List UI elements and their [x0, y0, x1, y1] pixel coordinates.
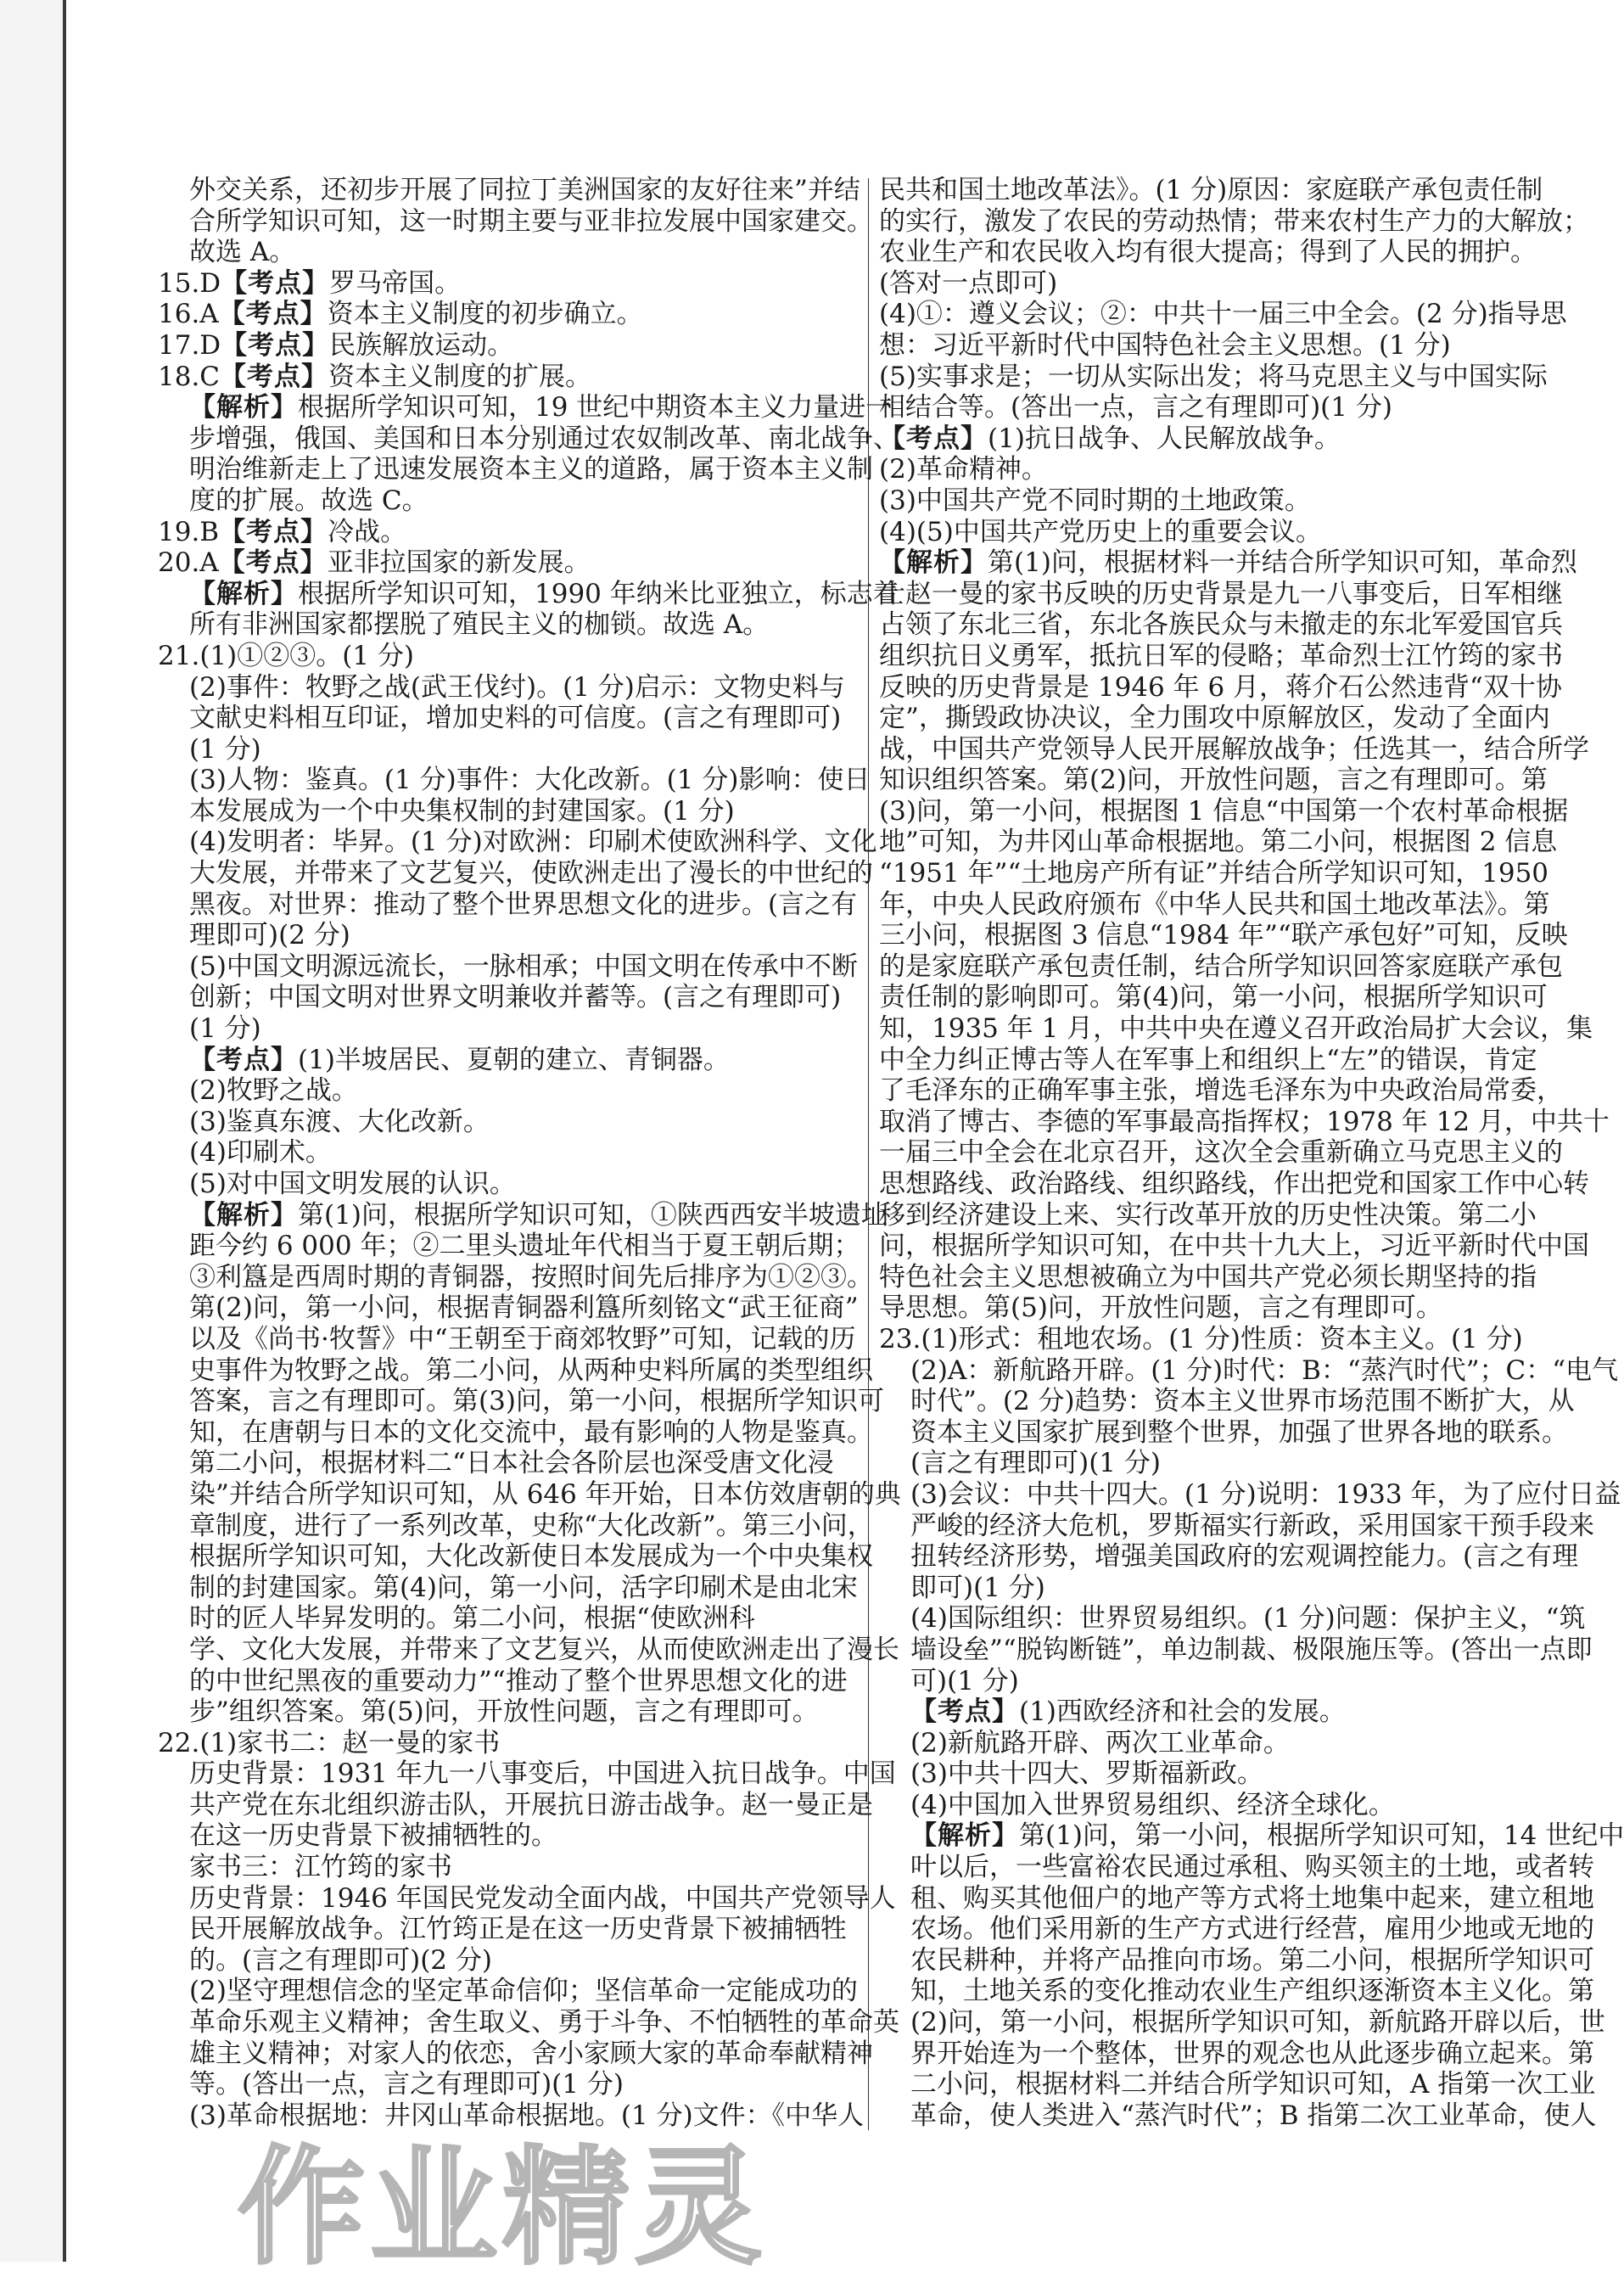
line-text: 占领了东北三省，东北各族民众与未撤走的东北军爱国官兵	[879, 609, 1563, 641]
text-line	[158, 1510, 874, 1542]
line-text: 制的封建国家。第(4)问，第一小问，活字印刷术是由北宋	[189, 1572, 858, 1603]
line-text: 第(2)问，第一小问，根据青铜器利簋所刻铭文“武王征商”	[189, 1293, 859, 1324]
text-line	[879, 237, 1537, 268]
text-line	[879, 889, 1550, 921]
line-text: 的。(言之有理即可)(2 分)	[189, 1944, 492, 1976]
text-line	[879, 1882, 1594, 1915]
line-text: 时代”。(2 分)趋势：资本主义世界市场范围不断扩大，从	[910, 1386, 1575, 1417]
text-line	[879, 485, 1532, 517]
text-line	[158, 578, 899, 610]
text-line	[879, 1696, 1532, 1728]
question-number: 15.D	[158, 267, 221, 299]
line-text: 故选 A。	[189, 237, 296, 268]
line-text: 步增强，俄国、美国和日本分别通过农奴制改革、南北战争、	[189, 423, 899, 454]
line-text: (4)印刷术。	[189, 1137, 332, 1169]
line-text: 反映的历史背景是 1946 年 6 月，蒋介石公然违背“双十协	[879, 671, 1562, 703]
line-text: 一届三中全会在北京召开，这次全会重新确立马克思主义的	[879, 1137, 1563, 1169]
line-text: 历史背景：1946 年国民党发动全面内战，中国共产党领导人	[189, 1882, 896, 1914]
text-line	[879, 578, 1563, 610]
line-text: 罗马帝国。	[329, 267, 462, 299]
line-text: 根据所学知识可知，19 世纪中期资本主义力量进一	[298, 392, 893, 423]
text-line	[879, 1386, 1575, 1417]
line-text: 资本主义制度的扩展。	[328, 361, 592, 392]
text-line	[879, 1324, 1532, 1355]
text-line	[158, 1696, 819, 1728]
line-text: (4)国际组织：世界贸易组织。(1 分)问题：保护主义，“筑	[910, 1603, 1586, 1635]
line-text: (4)(5)中国共产党历史上的重要会议。	[879, 516, 1322, 547]
line-text: 思想路线、政治路线、组织路线，作出把党和国家工作中心转	[879, 1169, 1589, 1199]
line-text: (1)家书二：赵一曼的家书	[199, 1727, 501, 1758]
text-line	[158, 1075, 816, 1107]
line-text: 黑夜。对世界：推动了整个世界思想文化的进步。(言之有	[189, 889, 858, 920]
text-line	[879, 640, 1563, 672]
line-text: 取消了博古、李德的军事最高指挥权；1978 年 12 月，中共十	[879, 1106, 1610, 1137]
line-text: (2)新航路开辟、两次工业革命。	[910, 1727, 1290, 1758]
line-text: 导思想。第(5)问，开放性问题，言之有理即可。	[879, 1293, 1442, 1324]
text-line	[158, 1976, 858, 2007]
text-line	[879, 703, 1550, 734]
text-line	[879, 454, 1532, 485]
line-text: (1 分)	[189, 733, 261, 765]
line-text: 知，土地关系的变化推动农业生产组织逐渐资本主义化。第	[910, 1976, 1594, 2007]
line-text: 民共和国土地改革法》。(1 分)原因：家庭联产承包责任制	[879, 175, 1543, 205]
text-line	[879, 1199, 1537, 1231]
line-text: 民族解放运动。	[329, 329, 514, 361]
line-text: (答对一点即可)	[879, 267, 1058, 299]
line-text: 资本主义国家扩展到整个世界，加强了世界各地的联系。	[910, 1416, 1568, 1448]
text-line	[158, 1478, 901, 1511]
line-text: (2)革命精神。	[879, 454, 1048, 485]
section-tag: 【解析】	[189, 578, 298, 609]
line-text: 史事件为牧野之战。第二小问，从两种史料所属的类型组织	[189, 1354, 873, 1386]
text-line	[158, 1416, 873, 1449]
line-text: 组织抗日义勇军，抵抗日军的侵略；革命烈士江竹筠的家书	[879, 640, 1563, 671]
text-line	[879, 547, 1577, 579]
text-line	[158, 796, 816, 827]
question-number: 18.C	[158, 361, 221, 392]
text-line	[158, 1137, 816, 1169]
text-line	[158, 1448, 834, 1479]
line-text: (4)①：遵义会议；②：中共十一届三中全会。(2 分)指导思	[879, 299, 1567, 330]
text-line	[158, 982, 842, 1013]
line-text: 二小问，根据材料二并结合所学知识可知，A 指第一次工业	[910, 2069, 1596, 2100]
line-text: 移到经济建设上来、实行改革开放的历史性决策。第二小	[879, 1199, 1537, 1231]
text-line	[879, 1634, 1593, 1666]
line-text: 距今约 6 000 年；②二里头遗址年代相当于夏王朝后期；	[189, 1231, 860, 1262]
text-line	[879, 1261, 1537, 1293]
text-line	[879, 1231, 1589, 1262]
line-text: 特色社会主义思想被确立为中国共产党必须长期坚持的指	[879, 1261, 1537, 1293]
text-line	[879, 1603, 1586, 1635]
text-line	[158, 1261, 873, 1293]
line-text: 三小问，根据图 3 信息“1984 年”“联产承包好”可知，反映	[879, 920, 1568, 951]
line-text: (2)问，第一小问，根据所学知识可知，新航路开辟以后，世	[910, 2007, 1605, 2038]
line-text: 本发展成为一个中央集权制的封建国家。(1 分)	[189, 795, 735, 827]
section-tag: 【考点】	[910, 1696, 1019, 1728]
question-number: 16.A	[158, 299, 219, 330]
line-text: (2)坚守理想信念的坚定革命信仰；坚信革命一定能成功的	[189, 1976, 858, 2007]
line-text: (3)革命根据地：井冈山革命根据地。(1 分)文件：《中华人	[189, 2100, 865, 2131]
text-line	[158, 2007, 899, 2038]
line-text: “1951 年”“土地房产所有证”并结合所学知识可知，1950	[879, 858, 1549, 889]
text-line	[158, 423, 899, 455]
text-line	[879, 2007, 1605, 2038]
text-line	[158, 454, 873, 485]
text-line	[158, 1045, 816, 1076]
text-line	[158, 1634, 899, 1666]
line-text: (言之有理即可)(1 分)	[910, 1448, 1161, 1479]
question-number: 17.D	[158, 329, 221, 361]
line-text: 农场。他们采用新的生产方式进行经营，雇用少地或无地的	[910, 1914, 1594, 1945]
watermark-logo: 作业精灵	[238, 2134, 768, 2282]
text-line	[879, 1914, 1594, 1945]
line-text: 等。(答出一点，言之有理即可)(1 分)	[189, 2069, 624, 2100]
text-line	[158, 362, 816, 393]
line-text: 的是家庭联产承包责任制，结合所学知识回答家庭联产承包	[879, 951, 1563, 982]
text-line	[879, 1758, 1532, 1790]
text-line	[158, 1107, 816, 1138]
line-text: 农业生产和农民收入均有很大提高；得到了人民的拥护。	[879, 237, 1537, 268]
section-tag: 【考点】	[879, 423, 988, 454]
text-line	[879, 1728, 1532, 1759]
text-line	[158, 175, 860, 206]
line-text: 的实行，激发了农民的劳动热情；带来农村生产力的大解放；	[879, 205, 1589, 237]
line-text: (3)问，第一小问，根据图 1 信息“中国第一个农村革命根据	[879, 795, 1569, 827]
text-line	[879, 920, 1568, 951]
line-text: 第(1)问，第一小问，根据所学知识可知，14 世纪中	[1019, 1820, 1624, 1852]
text-line	[879, 2100, 1597, 2132]
text-line	[158, 1169, 816, 1200]
line-text: 历史背景：1931 年九一八事变后，中国进入抗日战争。中国	[189, 1758, 896, 1790]
line-text: 亚非拉国家的新发展。	[327, 547, 591, 579]
line-text: (1)①②③。(1 分)	[199, 640, 414, 671]
line-text: (5)实事求是；一切从实际出发；将马克思主义与中国实际	[879, 361, 1548, 392]
line-text: 革命乐观主义精神；舍生取义、勇于斗争、不怕牺牲的革命英	[189, 2007, 899, 2038]
text-line	[158, 1852, 816, 1883]
right-column	[879, 175, 1624, 2131]
text-line	[879, 330, 1532, 362]
text-line	[158, 1665, 848, 1697]
text-line	[158, 1820, 816, 1852]
text-line	[879, 2038, 1594, 2070]
line-text: (1)抗日战争、人民解放战争。	[988, 423, 1341, 454]
text-line	[879, 392, 1532, 423]
line-text: (3)鉴真东渡、大化改新。	[189, 1106, 490, 1137]
line-text: (5)对中国文明发展的认识。	[189, 1169, 516, 1199]
question-number: 19.B	[158, 516, 220, 547]
line-text: 严峻的经济大危机，罗斯福实行新政，采用国家干预手段来	[910, 1510, 1594, 1541]
text-line	[158, 1354, 873, 1387]
line-text: 知识组织答案。第(2)问，开放性问题，言之有理即可。第	[879, 765, 1548, 796]
text-line	[158, 1882, 896, 1915]
line-text: 所有非洲国家都摆脱了殖民主义的枷锁。故选 A。	[189, 609, 770, 641]
line-text: 墙设垒”“脱钩断链”，单边制裁、极限施压等。(答出一点即	[910, 1634, 1593, 1665]
line-text: 步”组织答案。第(5)问，开放性问题，言之有理即可。	[189, 1696, 819, 1728]
text-line	[158, 392, 893, 423]
line-text: (1)西欧经济和社会的发展。	[1019, 1696, 1346, 1728]
text-line	[158, 1789, 873, 1821]
question-number: 23.	[879, 1323, 921, 1354]
text-line	[158, 1013, 816, 1045]
text-line	[879, 517, 1532, 548]
line-text: (1 分)	[189, 1013, 261, 1045]
text-line	[879, 1820, 1624, 1852]
text-line	[158, 299, 816, 330]
text-line	[158, 1386, 884, 1417]
text-line	[879, 268, 1532, 300]
line-text: 第(1)问，根据材料一并结合所学知识可知，革命烈	[988, 547, 1577, 579]
text-line	[879, 1169, 1589, 1200]
text-line	[158, 237, 816, 268]
text-line	[879, 1416, 1568, 1449]
text-line	[879, 2069, 1596, 2100]
line-text: 想：习近平新时代中国特色社会主义思想。(1 分)	[879, 329, 1451, 361]
text-line	[879, 609, 1563, 641]
text-line	[158, 671, 845, 704]
line-text: 度的扩展。故选 C。	[189, 485, 428, 516]
line-text: 年，中央人民政府颁布《中华人民共和国土地改革法》。第	[879, 889, 1550, 920]
line-text: 共产党在东北组织游击队，开展抗日游击战争。赵一曼正是	[189, 1789, 873, 1820]
line-text: 第二小问，根据材料二“日本社会各阶层也深受唐文化浸	[189, 1448, 834, 1479]
text-line	[879, 1013, 1593, 1045]
line-text: 答案，言之有理即可。第(3)问，第一小问，根据所学知识可	[189, 1386, 884, 1417]
section-tag: 【考点】	[218, 547, 328, 579]
text-line	[158, 889, 858, 921]
line-text: 大发展，并带来了文艺复兴，使欧洲走出了漫长的中世纪的	[189, 858, 873, 889]
text-line	[158, 1572, 858, 1604]
text-line	[879, 1541, 1579, 1573]
text-line	[158, 2069, 816, 2100]
line-text: 即可)(1 分)	[910, 1572, 1045, 1603]
section-tag: 【考点】	[218, 299, 328, 330]
text-line	[879, 795, 1569, 827]
line-text: (3)中国共产党不同时期的土地政策。	[879, 485, 1311, 516]
text-line	[879, 733, 1589, 765]
section-tag: 【解析】	[910, 1820, 1019, 1852]
text-line	[158, 1199, 888, 1231]
text-line	[158, 205, 873, 238]
line-text: (3)人物：鉴真。(1 分)事件：大化改新。(1 分)影响：使日	[189, 765, 871, 796]
text-line	[879, 299, 1567, 330]
text-line	[158, 1323, 856, 1355]
section-tag: 【解析】	[879, 547, 988, 579]
text-line	[879, 1293, 1532, 1324]
line-text: 扭转经济形势，增强美国政府的宏观调控能力。(言之有理	[910, 1541, 1579, 1573]
text-line	[158, 641, 816, 672]
text-line	[879, 827, 1558, 858]
question-number: 20.A	[158, 547, 219, 579]
line-text: (4)中国加入世界贸易组织、经济全球化。	[910, 1789, 1395, 1820]
line-text: 知，1935 年 1 月，中共中央在遵义召开政治局扩大会议，集	[879, 1013, 1593, 1045]
text-line	[879, 361, 1548, 393]
line-text: 中全力纠正博古等人在军事上和组织上“左”的错误，肯定	[879, 1044, 1537, 1075]
line-text: (2)事件：牧野之战(武王伐纣)。(1 分)启示：文物史料与	[189, 671, 845, 703]
text-line	[879, 765, 1548, 796]
section-tag: 【考点】	[220, 361, 329, 392]
line-text: 文献史料相互印证，增加史料的可信度。(言之有理即可)	[189, 703, 842, 734]
text-line	[879, 1666, 1532, 1697]
text-line	[158, 609, 816, 641]
text-line	[879, 1976, 1594, 2007]
line-text: (3)会议：中共十四大。(1 分)说明：1933 年，为了应付日益	[910, 1478, 1621, 1510]
text-line	[879, 982, 1548, 1013]
line-text: 定”，撕毁政协决议，全力围攻中原解放区，发动了全面内	[879, 703, 1550, 734]
text-line	[158, 1758, 896, 1790]
text-line	[879, 1478, 1621, 1511]
text-line	[158, 734, 816, 765]
line-text: 章制度，进行了一系列改革，史称“大化改新”。第三小问，	[189, 1510, 874, 1541]
line-text: 时的匠人毕昇发明的。第二小问，根据“使欧洲科	[189, 1603, 755, 1635]
text-line	[158, 1914, 847, 1945]
text-line	[879, 1852, 1594, 1883]
text-line	[158, 703, 842, 734]
text-line	[158, 1293, 859, 1324]
text-line	[879, 205, 1589, 238]
line-text: 创新；中国文明对世界文明兼收并蓄等。(言之有理即可)	[189, 982, 842, 1013]
text-line	[879, 951, 1563, 983]
line-text: 战，中国共产党领导人民开展解放战争；任选其一，结合所学	[879, 733, 1589, 765]
text-line	[158, 920, 816, 951]
text-line	[158, 765, 871, 796]
section-tag: 【考点】	[221, 267, 330, 299]
line-text: 士赵一曼的家书反映的历史背景是九一八事变后，日军相继	[879, 578, 1563, 609]
line-text: 根据所学知识可知，大化改新使日本发展成为一个中央集权	[189, 1541, 873, 1573]
line-text: 知，在唐朝与日本的文化交流中，最有影响的人物是鉴真。	[189, 1416, 873, 1448]
section-tag: 【考点】	[221, 329, 330, 361]
line-text: 革命，使人类进入“蒸汽时代”；B 指第二次工业革命，使人	[910, 2100, 1597, 2131]
text-line	[158, 1603, 816, 1635]
text-line	[158, 1945, 816, 1977]
line-text: 租、购买其他佃户的地产等方式将土地集中起来，建立租地	[910, 1882, 1594, 1914]
line-text: 问，根据所学知识可知，在中共十九大上，习近平新时代中国	[879, 1231, 1589, 1262]
text-line	[879, 1106, 1610, 1138]
line-text: 界开始连为一个整体，世界的观念也从此逐步确立起来。第	[910, 2038, 1594, 2069]
section-tag: 【考点】	[189, 1044, 298, 1075]
line-text: 染”并结合所学知识可知，从 646 年开始，日本仿效唐朝的典	[189, 1478, 901, 1510]
text-line	[879, 1510, 1594, 1542]
line-text: 在这一历史背景下被捕牺牲的。	[189, 1820, 557, 1852]
text-line	[158, 827, 877, 858]
text-line	[879, 1790, 1532, 1821]
line-text: 可)(1 分)	[910, 1665, 1019, 1696]
line-text: (4)发明者：毕昇。(1 分)对欧洲：印刷术使欧洲科学、文化	[189, 827, 877, 858]
line-text: 明治维新走上了迅速发展资本主义的道路，属于资本主义制	[189, 454, 873, 485]
text-line	[879, 1075, 1563, 1107]
text-line	[158, 1541, 873, 1573]
question-number: 22.	[158, 1727, 200, 1758]
line-text: 了毛泽东的正确军事主张，增选毛泽东为中央政治局常委，	[879, 1075, 1563, 1107]
section-tag: 【解析】	[189, 392, 298, 423]
line-text: 地”可知，为井冈山革命根据地。第二小问，根据图 2 信息	[879, 827, 1558, 858]
text-line	[158, 951, 858, 983]
line-text: 根据所学知识可知，1990 年纳米比亚独立，标志着	[298, 578, 899, 609]
line-text: 理即可)(2 分)	[189, 920, 350, 951]
text-line	[879, 1044, 1537, 1076]
line-text: (1)半坡居民、夏朝的建立、青铜器。	[298, 1044, 730, 1075]
text-line	[158, 517, 816, 548]
text-line	[158, 1728, 816, 1759]
line-text: 第(1)问，根据所学知识可知，①陕西西安半坡遗址	[298, 1199, 888, 1231]
text-line	[158, 330, 816, 362]
text-line	[879, 671, 1562, 704]
line-text: 叶以后，一些富裕农民通过承租、购买领主的土地，或者转	[910, 1852, 1594, 1883]
line-text: (5)中国文明源远流长，一脉相承；中国文明在传承中不断	[189, 951, 858, 982]
line-text: 以及《尚书·牧誓》中“王朝至于商郊牧野”可知，记载的历	[189, 1323, 856, 1354]
section-tag: 【解析】	[189, 1199, 298, 1231]
text-line	[158, 858, 873, 889]
line-text: 雄主义精神；对家人的依恋，舍小家顾大家的革命奉献精神	[189, 2038, 873, 2069]
text-line	[879, 1354, 1619, 1387]
line-text: 家书三：江竹筠的家书	[189, 1852, 452, 1883]
line-text: 冷战。	[328, 516, 407, 547]
text-line	[158, 547, 816, 579]
line-text: 责任制的影响即可。第(4)问，第一小问，根据所学知识可	[879, 982, 1548, 1013]
left-margin-bar	[0, 0, 66, 2262]
line-text: 民开展解放战争。江竹筠正是在这一历史背景下被捕牺牲	[189, 1914, 847, 1945]
line-text: 学、文化大发展，并带来了文艺复兴，从而使欧洲走出了漫长	[189, 1634, 899, 1665]
text-line	[158, 2038, 873, 2070]
line-text: 相结合等。(答出一点，言之有理即可)(1 分)	[879, 392, 1392, 423]
line-text: 合所学知识可知，这一时期主要与亚非拉发展中国家建交。	[189, 205, 873, 237]
line-text: 的中世纪黑夜的重要动力”“推动了整个世界思想文化的进	[189, 1665, 848, 1696]
text-line	[879, 1573, 1532, 1604]
question-number: 21.	[158, 640, 200, 671]
line-text: 外交关系，还初步开展了同拉丁美洲国家的友好往来”并结	[189, 175, 860, 205]
left-column	[158, 175, 901, 2131]
text-line	[879, 1137, 1563, 1169]
line-text: (2)牧野之战。	[189, 1075, 358, 1107]
line-text: (3)中共十四大、罗斯福新政。	[910, 1758, 1263, 1790]
line-text: (1)形式：租地农场。(1 分)性质：资本主义。(1 分)	[921, 1323, 1523, 1354]
text-line	[879, 1448, 1532, 1479]
line-text: 农民耕种，并将产品推向市场。第二小问，根据所学知识可	[910, 1944, 1594, 1976]
text-line	[879, 858, 1549, 889]
text-line	[158, 485, 816, 517]
line-text: ③利簋是西周时期的青铜器，按照时间先后排序为①②③。	[189, 1261, 873, 1293]
section-tag: 【考点】	[219, 516, 328, 547]
text-line	[879, 175, 1543, 206]
text-line	[879, 1944, 1594, 1977]
line-text: 资本主义制度的初步确立。	[327, 299, 643, 330]
text-line	[158, 1231, 860, 1262]
text-line	[158, 268, 816, 300]
line-text: (2)A：新航路开辟。(1 分)时代：B：“蒸汽时代”；C：“电气	[910, 1354, 1619, 1386]
text-line	[879, 423, 1532, 455]
